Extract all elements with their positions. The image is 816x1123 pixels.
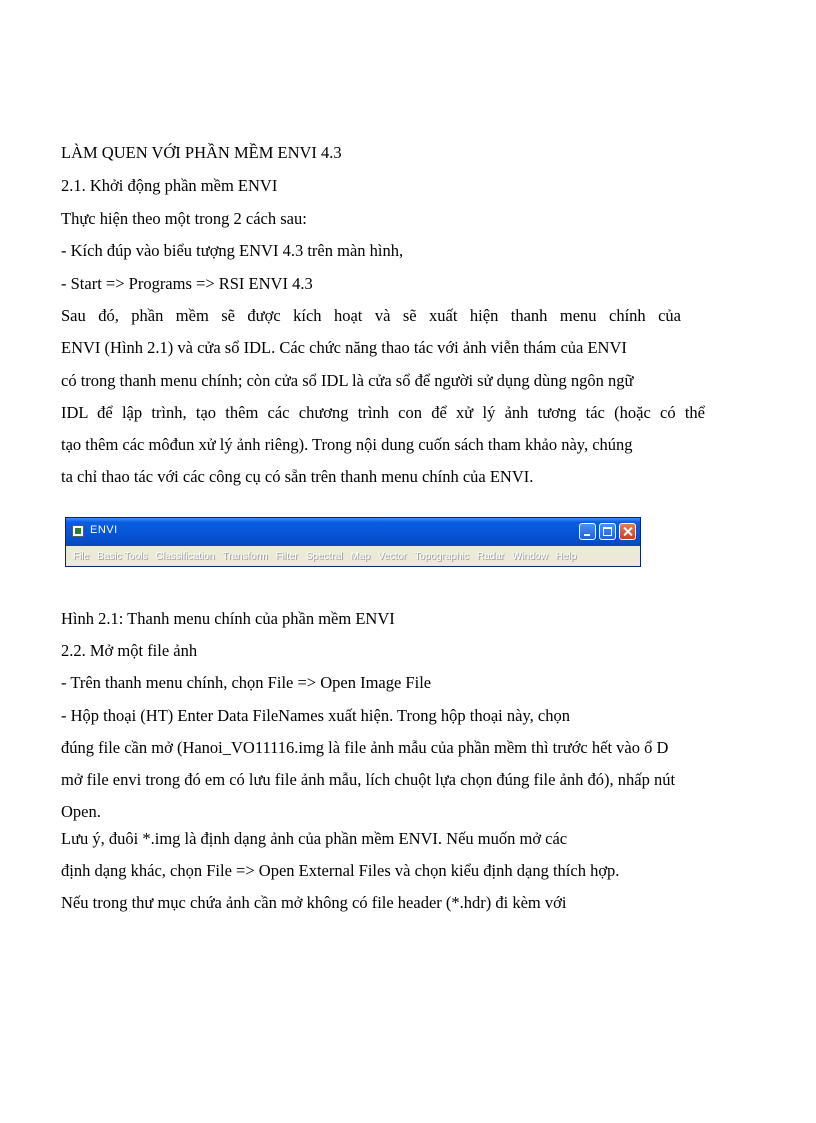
menu-item-transform: Transform xyxy=(222,550,268,562)
step-2-line-2: đúng file cần mở (Hanoi_VO11116.img là file ảnh mẫu của phần mềm thì trước hết vào ổ D xyxy=(61,738,669,757)
minimize-icon xyxy=(579,523,596,540)
envi-menu-bar xyxy=(66,546,640,566)
menu-item-classification: Classification xyxy=(155,550,215,562)
step-1: - Trên thanh menu chính, chọn File => Open Image File xyxy=(61,673,432,692)
maximize-icon xyxy=(599,523,616,540)
menu-item-radar: Radar xyxy=(476,550,505,562)
paragraph-line-4: IDL để lập trình, tạo thêm các chương trình con để xử lý ảnh tương tác (hoặc có thể xyxy=(61,403,705,422)
menu-item-map: Map xyxy=(350,550,371,562)
step-2-line-4: Open. xyxy=(61,802,101,821)
section-2-1-intro: Thực hiện theo một trong 2 cách sau: xyxy=(61,209,307,228)
step-2-line-1: - Hộp thoại (HT) Enter Data FileNames xuất hiện. Trong hộp thoại này, chọn xyxy=(61,706,570,725)
envi-main-menu-window xyxy=(65,517,641,567)
envi-app-icon xyxy=(72,525,84,537)
menu-item-topographic: Topographic xyxy=(414,550,469,562)
option-1: - Kích đúp vào biểu tượng ENVI 4.3 trên màn hình, xyxy=(61,241,404,260)
note-line-3: Nếu trong thư mục chứa ảnh cần mở không có file header (*.hdr) đi kèm với xyxy=(61,893,567,912)
note-line-2: định dạng khác, chọn File => Open External Files và chọn kiểu định dạng thích hợp. xyxy=(61,861,620,880)
menu-item-basic-tools: Basic Tools xyxy=(97,550,148,562)
menu-item-vector: Vector xyxy=(378,550,407,562)
section-2-2-title: 2.2. Mở một file ảnh xyxy=(61,641,198,660)
menu-item-help: Help xyxy=(555,550,577,562)
paragraph-line-1: Sau đó, phần mềm sẽ được kích hoạt và sẽ xuất hiện thanh menu chính của xyxy=(61,306,681,325)
figure-caption: Hình 2.1: Thanh menu chính của phần mềm ENVI xyxy=(61,609,395,628)
paragraph-line-6: ta chỉ thao tác với các công cụ có sẵn trên thanh menu chính của ENVI. xyxy=(61,467,534,486)
document-heading: LÀM QUEN VỚI PHẦN MỀM ENVI 4.3 xyxy=(61,143,342,162)
option-2: - Start => Programs => RSI ENVI 4.3 xyxy=(61,274,313,293)
menu-item-spectral: Spectral xyxy=(305,550,343,562)
menu-item-file: File xyxy=(73,550,90,562)
note-line-1: Lưu ý, đuôi *.img là định dạng ảnh của phần mềm ENVI. Nếu muốn mở các xyxy=(61,829,568,848)
paragraph-line-2: ENVI (Hình 2.1) và cửa sổ IDL. Các chức năng thao tác với ảnh viễn thám của ENVI xyxy=(61,338,627,357)
envi-title-bar xyxy=(66,518,640,546)
envi-window-title: ENVI xyxy=(90,524,118,536)
paragraph-line-5: tạo thêm các môđun xử lý ảnh riêng). Trong nội dung cuốn sách tham khảo này, chúng xyxy=(61,435,633,454)
menu-item-filter: Filter xyxy=(275,550,298,562)
paragraph-line-3: có trong thanh menu chính; còn cửa sổ IDL là cửa sổ để người sử dụng dùng ngôn ngữ xyxy=(61,371,634,390)
section-2-1-title: 2.1. Khởi động phần mềm ENVI xyxy=(61,176,278,195)
close-icon xyxy=(619,523,636,540)
menu-item-window: Window xyxy=(512,550,548,562)
step-2-line-3: mở file envi trong đó em có lưu file ảnh mẫu, lích chuột lựa chọn đúng file ảnh đó), nhấp nút xyxy=(61,770,676,789)
